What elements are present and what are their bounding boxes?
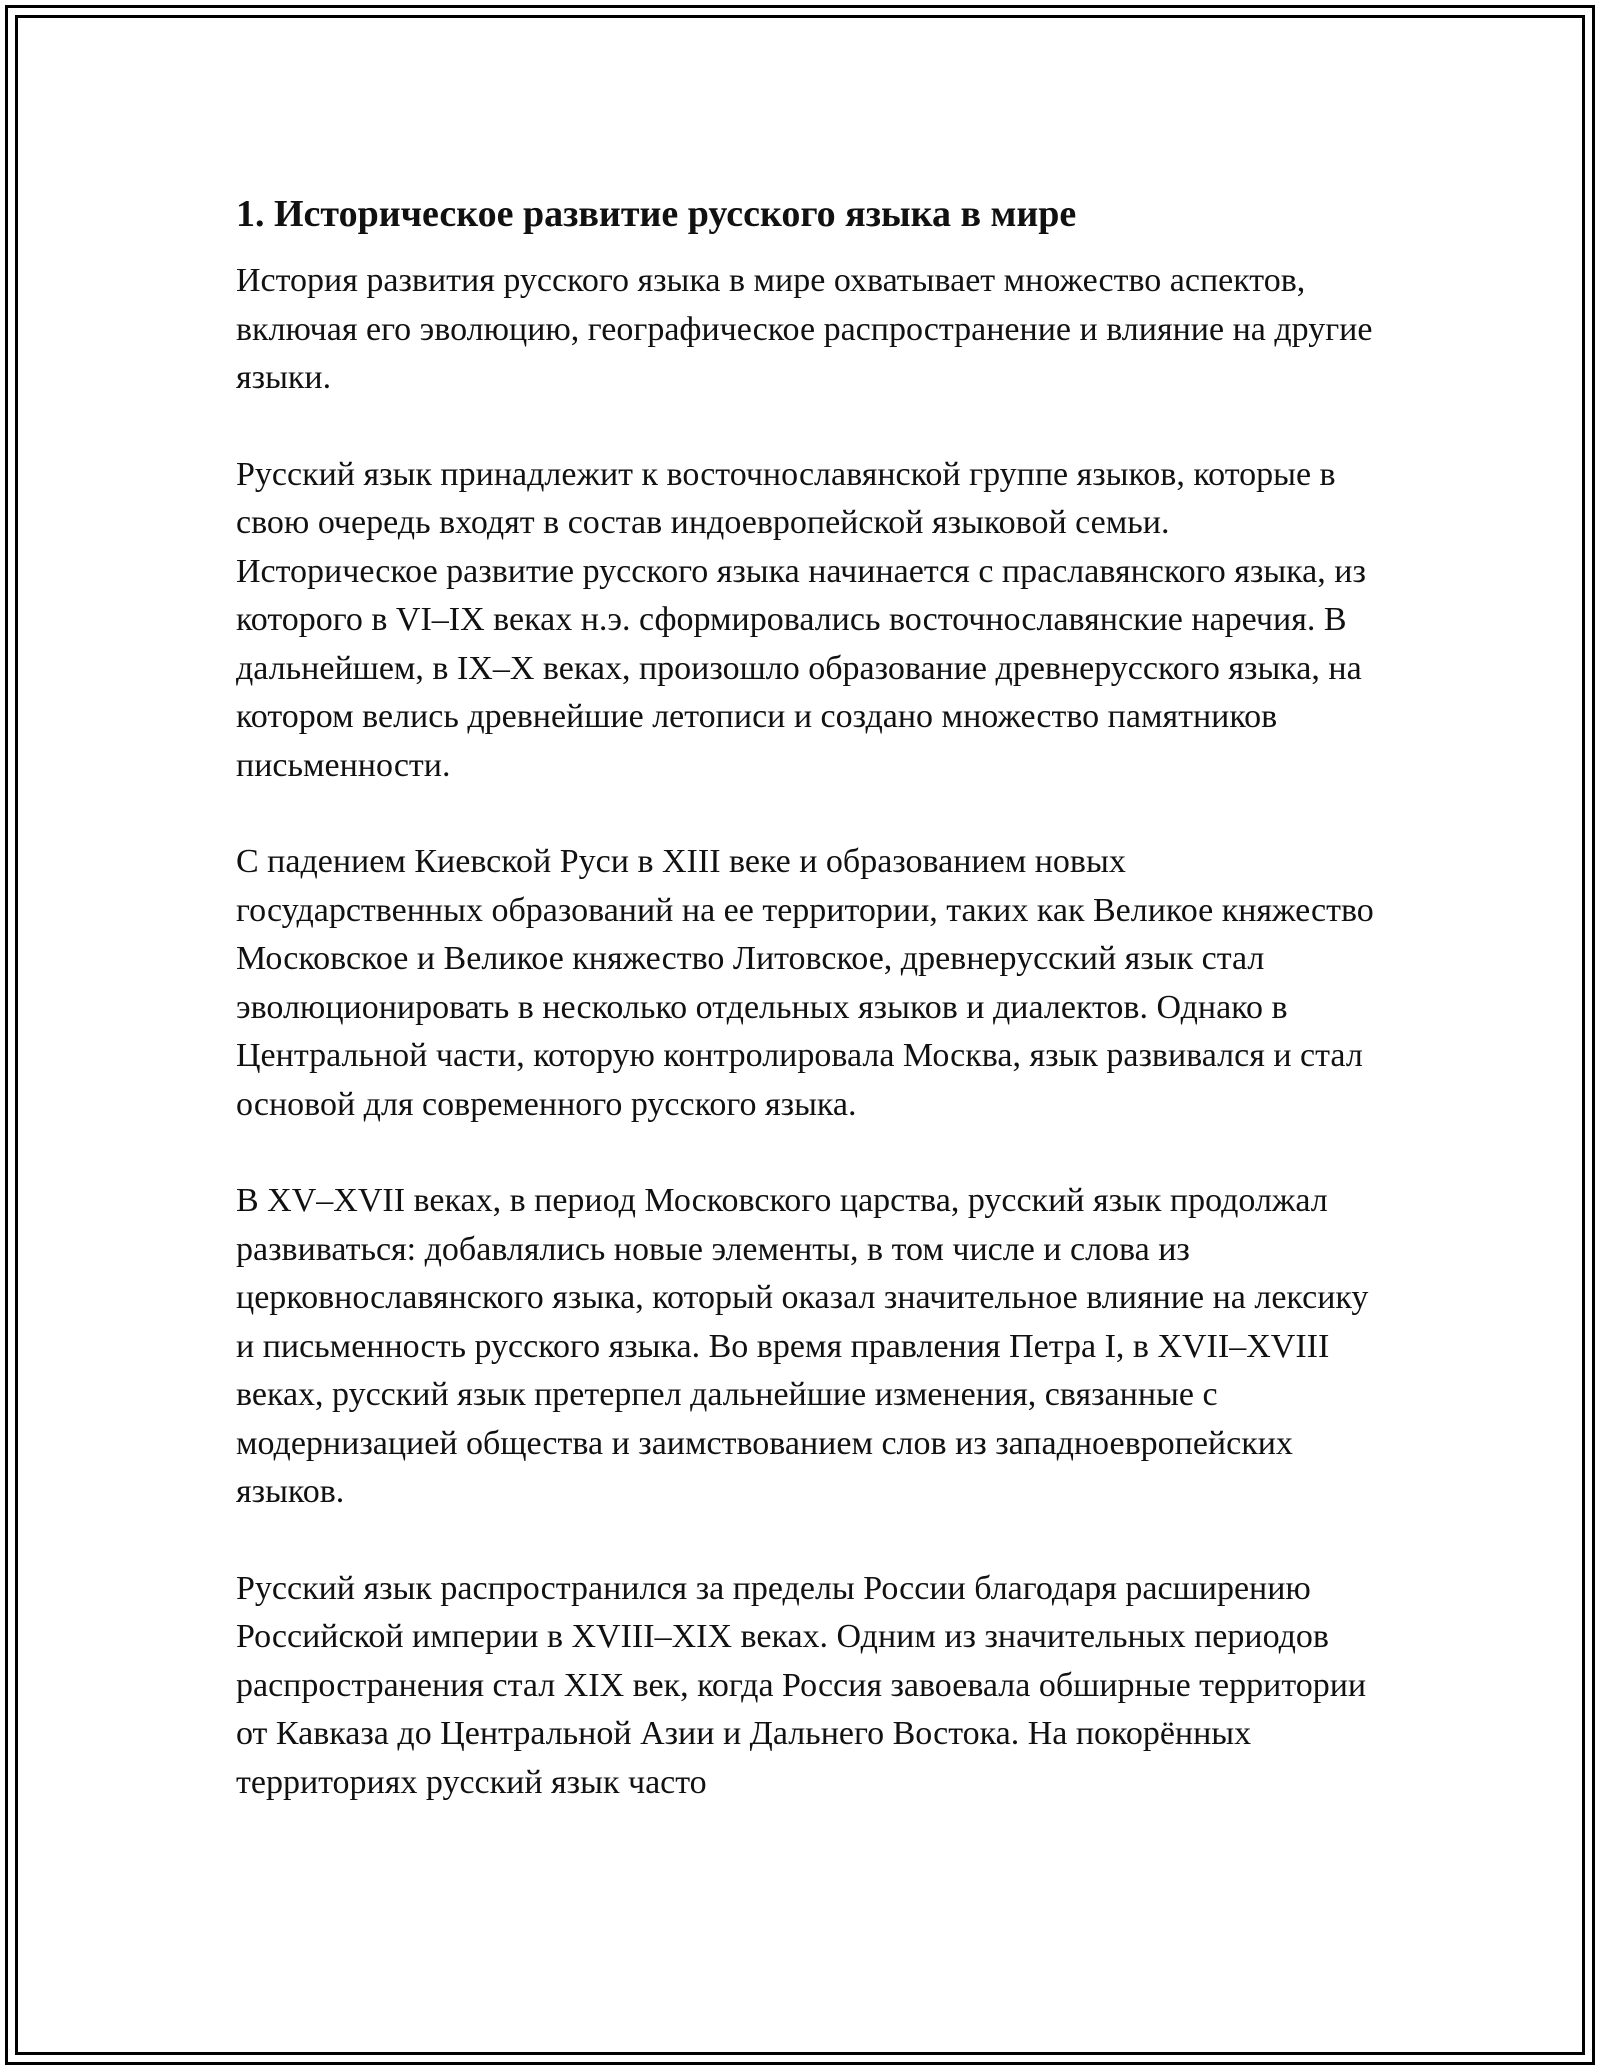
- paragraph-empire: Русский язык распространился за пределы России благодаря расширению Российской империи в XVIII–XIX веках. Одним из значительных периодов распространения стал XIX век, когда Россия завоевала обширные территории от Кавказа до Центральной Азии и Дальнего Востока. На покорённых территориях русский язык часто: [236, 1569, 1367, 1801]
- paragraph-origins: Русский язык принадлежит к восточнославянской группе языков, которые в свою очередь входят в состав индоевропейской языковой семьи. Историческое развитие русского языка начинается с праславянского языка, из которого в VI–IX веках н.э. сформировались восточнославянские наречия. В дальнейшем, в IX–X веках, произошло образование древнерусского языка, на котором велись древнейшие летописи и создано множество памятников письменности.: [236, 455, 1366, 784]
- document-body: [236, 185, 1376, 1855]
- paragraph-kievan-rus: С падением Киевской Руси в XIII веке и образованием новых государственных образований на ее территории, таких как Великое княжество Московское и Великое княжество Литовское, древнерусский язык стал эволюционировать в несколько отдельных языков и диалектов. Однако в Центральной части, которую контролировала Москва, язык развивался и стал основой для современного русского языка.: [236, 843, 1374, 1123]
- section-heading: 1. Историческое развитие русского языка в мире: [236, 193, 1077, 235]
- paragraph-intro: История развития русского языка в мире охватывает множество аспектов, включая его эволюцию, географическое распространение и влияние на другие языки.: [236, 262, 1373, 396]
- paragraph-muscovy: В XV–XVII веках, в период Московского царства, русский язык продолжал развиваться: добавлялись новые элементы, в том числе и слова из церковнославянского языка, который оказал значительное влияние на лексику и письменность русского языка. Во время правления Петра I, в XVII–XVIII веках, русский язык претерпел дальнейшие изменения, связанные с модернизацией общества и заимствованием слов из западноевропейских языков.: [236, 1182, 1369, 1510]
